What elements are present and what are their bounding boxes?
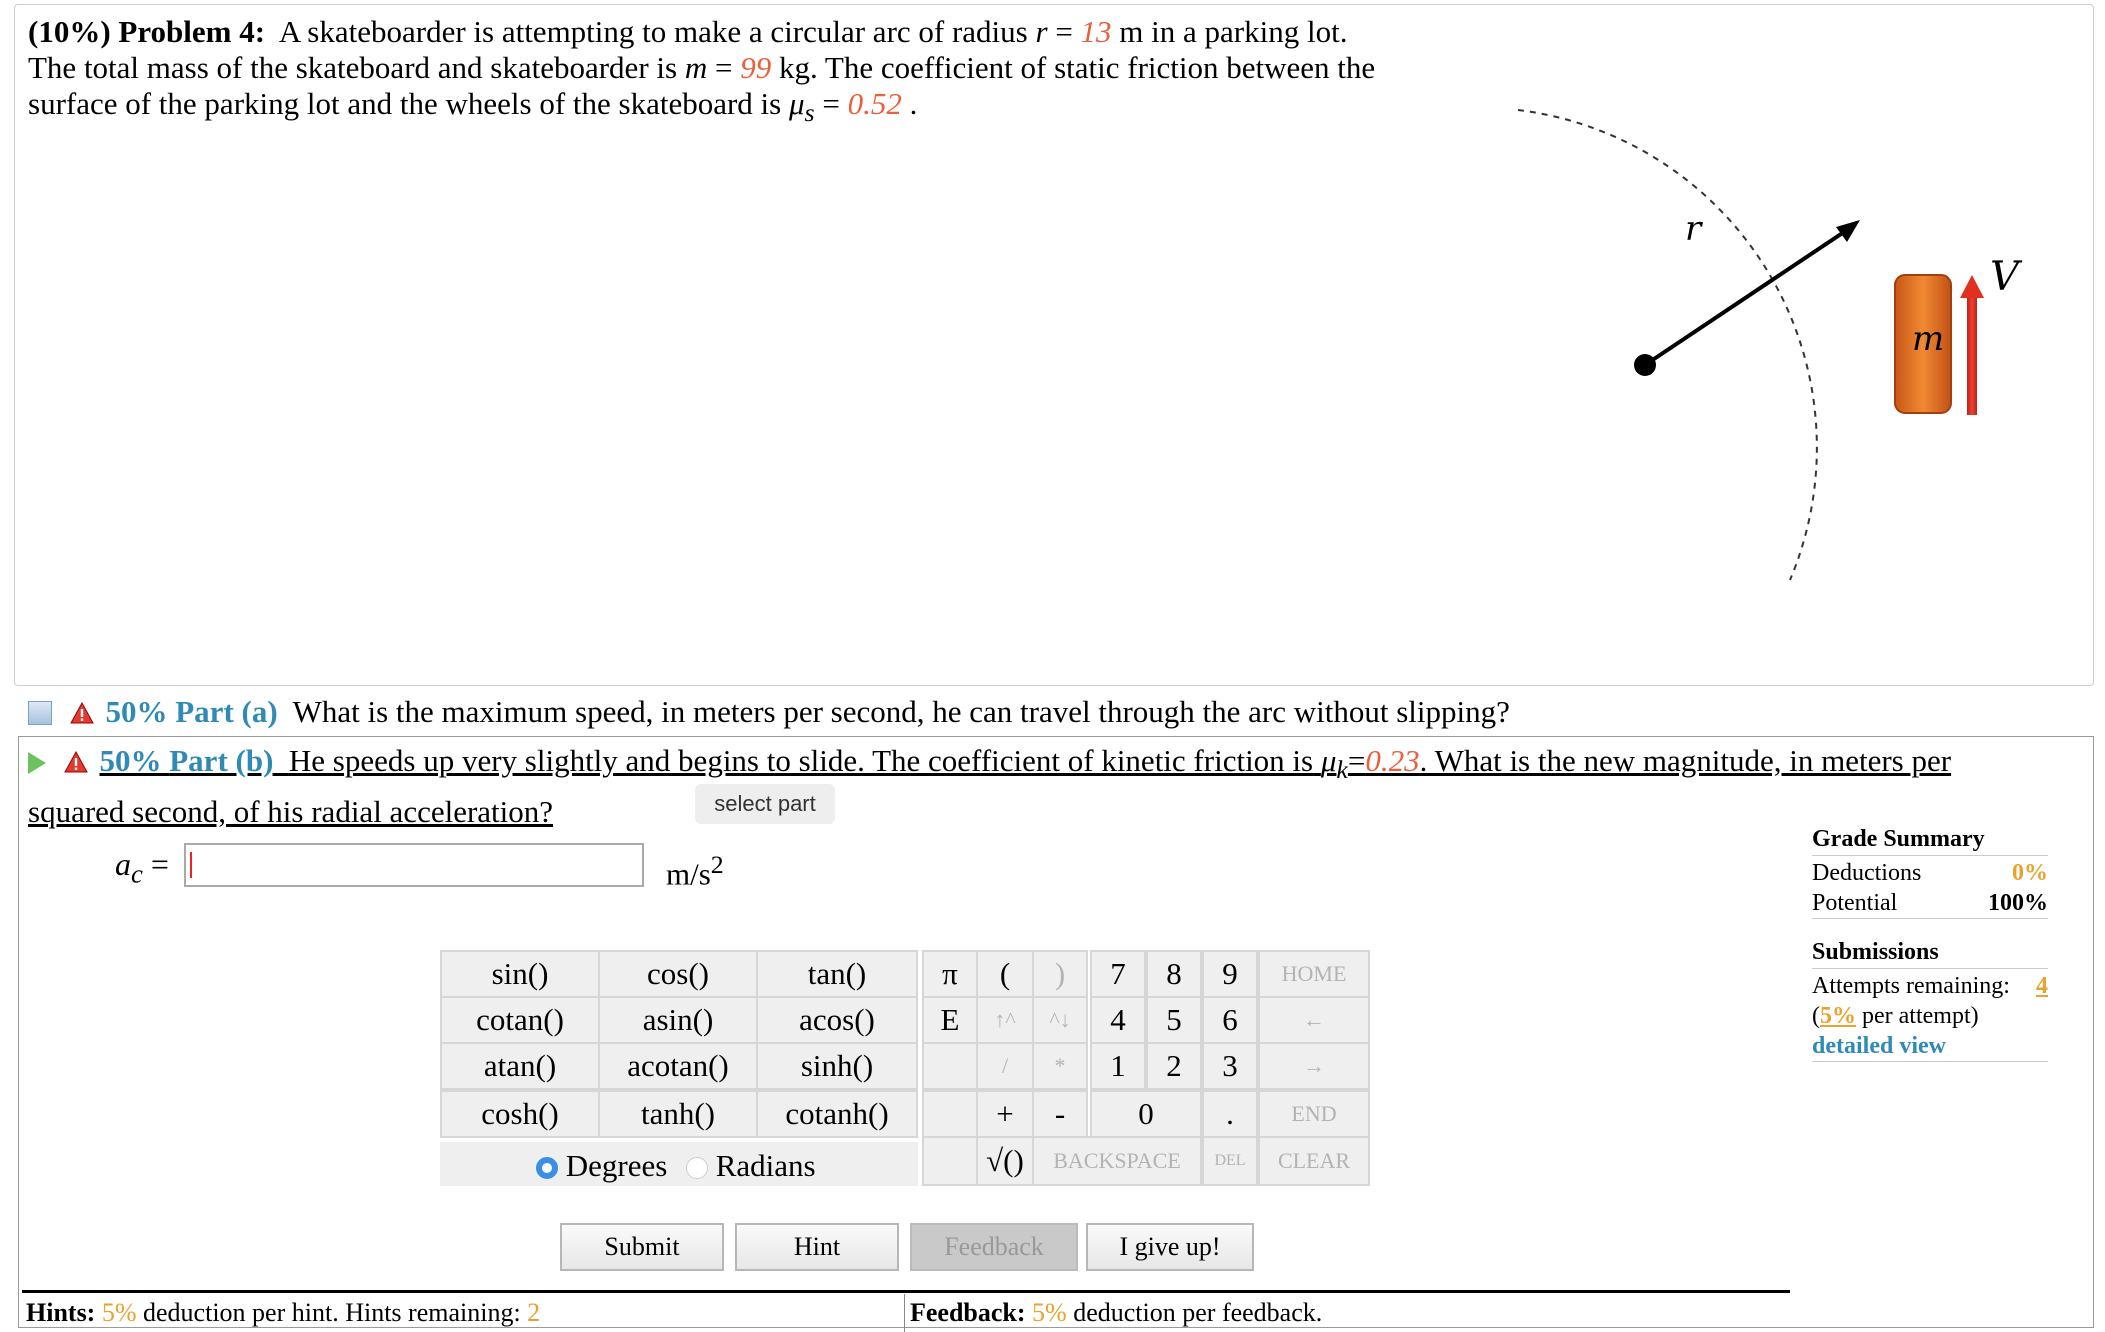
key-backspace[interactable]: BACKSPACE (1032, 1136, 1202, 1186)
mass-symbol: m (684, 50, 708, 85)
part-a-question: What is the maximum speed, in meters per second, he can travel through the arc without slipping? (292, 694, 1510, 729)
expand-arrow-icon[interactable] (28, 752, 46, 774)
key-3[interactable]: 3 (1202, 1042, 1258, 1090)
part-b-question-2: . What is the new magnitude, in meters per (1419, 743, 1952, 778)
key-del[interactable]: DEL (1202, 1136, 1258, 1186)
key-6[interactable]: 6 (1202, 996, 1258, 1044)
part-a-percent: 50% (105, 694, 168, 729)
angle-mode-group (440, 1142, 918, 1186)
hint-button[interactable]: Hint (735, 1223, 899, 1271)
key-up-up[interactable]: ↑^ (976, 996, 1034, 1044)
key-asin[interactable]: asin() (598, 996, 758, 1044)
feedback-button[interactable]: Feedback (910, 1223, 1078, 1271)
arc-path (1518, 110, 1817, 580)
key-5[interactable]: 5 (1146, 996, 1202, 1044)
attempts-row: Attempts remaining: 4 (1812, 973, 2048, 999)
problem-text-2: m in a parking lot. (1119, 14, 1348, 49)
key-4[interactable]: 4 (1090, 996, 1146, 1044)
key-divide[interactable]: / (976, 1042, 1034, 1090)
problem-label: Problem 4: (118, 14, 266, 49)
mu-s-value: 0.52 (847, 86, 902, 121)
mu-k-symbol: $\mu_k$ (1320, 743, 1348, 785)
key-0[interactable]: 0 (1090, 1090, 1202, 1138)
key-tan[interactable]: tan() (756, 950, 918, 998)
degrees-option[interactable]: Degrees (536, 1148, 667, 1184)
bottom-divider (22, 1290, 1790, 1293)
answer-input[interactable] (184, 843, 644, 887)
key-clear[interactable]: CLEAR (1258, 1136, 1370, 1186)
key-empty (922, 1090, 978, 1138)
problem-text-1: A skateboarder is attempting to make a circular arc of radius (278, 14, 1028, 49)
key-1[interactable]: 1 (1090, 1042, 1146, 1090)
submit-button[interactable]: Submit (560, 1223, 724, 1271)
detailed-view-link[interactable]: detailed view (1812, 1031, 2048, 1062)
key-open-paren[interactable]: ( (976, 950, 1034, 998)
key-sin[interactable]: sin() (440, 950, 600, 998)
velocity-arrowhead (1960, 275, 1984, 298)
radius-label: r (1685, 209, 1702, 249)
key-end[interactable]: END (1258, 1090, 1370, 1138)
feedback-status: Feedback: 5% deduction per feedback. (910, 1298, 1323, 1327)
key-8[interactable]: 8 (1146, 950, 1202, 998)
key-tanh[interactable]: tanh() (598, 1090, 758, 1138)
key-pi[interactable]: π (922, 950, 978, 998)
deductions-row: Deductions 0% (1812, 860, 2048, 886)
radius-line (1645, 228, 1850, 365)
key-cotanh[interactable]: cotanh() (756, 1090, 918, 1138)
key-empty (922, 1136, 978, 1186)
hints-status: Hints: 5% deduction per hint. Hints remaining: 2 (26, 1298, 541, 1327)
part-b-question-1: He speeds up very slightly and begins to slide. The coefficient of kinetic friction is (288, 743, 1314, 778)
potential-row: Potential 100% (1812, 888, 2048, 919)
key-dot[interactable]: . (1202, 1090, 1258, 1138)
part-b-row: 50% Part (b) He speeds up very slightly and begins to slide. The coefficient of kinetic friction is $\mu_k=0.23$. What is the new magnitude, in meters per squared second, of his radial acceleration? (28, 743, 1952, 830)
answer-unit: $m/s^2$ (666, 850, 724, 892)
velocity-label: V (1990, 254, 2019, 300)
submissions-title: Submissions (1812, 939, 2048, 969)
problem-text-5: surface of the parking lot and the wheels of the skateboard is (28, 86, 782, 121)
key-acos[interactable]: acos() (756, 996, 918, 1044)
key-minus[interactable]: - (1032, 1090, 1088, 1138)
key-cos[interactable]: cos() (598, 950, 758, 998)
radians-radio[interactable] (686, 1157, 708, 1179)
key-close-paren[interactable]: ) (1032, 950, 1088, 998)
key-9[interactable]: 9 (1202, 950, 1258, 998)
problem-statement: (10%) Problem 4: A skateboarder is attempting to make a circular arc of radius r = 13 m in a parking lot. The total mass of the skateboard and skateboarder is m = 99 kg. The coefficient of static friction between the surface of the parking lot and the wheels of the skateboard is $\mu_s = 0.52$ . (28, 14, 1376, 128)
warning-icon (64, 751, 88, 773)
key-right-arrow[interactable]: → (1258, 1042, 1370, 1090)
mass-value: 99 (740, 50, 772, 85)
key-cosh[interactable]: cosh() (440, 1090, 600, 1138)
mu-k-value: 0.23 (1365, 743, 1420, 778)
key-sinh[interactable]: sinh() (756, 1042, 918, 1090)
key-atan[interactable]: atan() (440, 1042, 600, 1090)
grade-summary-title: Grade Summary (1812, 826, 2048, 856)
key-cotan[interactable]: cotan() (440, 996, 600, 1044)
give-up-button[interactable]: I give up! (1086, 1223, 1254, 1271)
key-home[interactable]: HOME (1258, 950, 1370, 998)
key-up-down[interactable]: ^↓ (1032, 996, 1088, 1044)
problem-weight: (10%) (28, 14, 111, 49)
text-cursor (190, 852, 192, 878)
part-b-label[interactable]: Part (b) (169, 743, 274, 778)
key-7[interactable]: 7 (1090, 950, 1146, 998)
part-b-percent: 50% (99, 743, 162, 778)
problem-text-4: kg. The coefficient of static friction between the (778, 50, 1376, 85)
radius-arrowhead (1836, 220, 1860, 242)
radians-option[interactable]: Radians (686, 1148, 816, 1184)
per-attempt-row: (5% per attempt) (1812, 1003, 1979, 1029)
status-divider (904, 1294, 905, 1332)
degrees-radio[interactable] (536, 1157, 558, 1179)
radius-value: 13 (1080, 14, 1112, 49)
answer-variable-label: $a_c$ = (115, 846, 169, 889)
part-a-label[interactable]: Part (a) (175, 694, 278, 729)
key-multiply[interactable]: * (1032, 1042, 1088, 1090)
key-left-arrow[interactable]: ← (1258, 996, 1370, 1044)
velocity-arrow-shaft (1967, 295, 1977, 415)
warning-icon (70, 702, 94, 724)
radius-symbol: r (1035, 14, 1048, 49)
problem-text-3: The total mass of the skateboard and skateboarder is (28, 50, 678, 85)
key-2[interactable]: 2 (1146, 1042, 1202, 1090)
part-a-row[interactable] (28, 692, 2078, 732)
mass-label: m (1912, 319, 1945, 359)
part-b-question-3: squared second, of his radial acceleration? (28, 794, 554, 830)
mu-s-symbol: $\mu_s$ (788, 86, 815, 128)
select-part-tooltip: select part (695, 784, 835, 824)
key-plus[interactable]: + (976, 1090, 1034, 1138)
center-point (1634, 354, 1656, 376)
key-sqrt[interactable]: √() (976, 1136, 1034, 1186)
key-acotan[interactable]: acotan() (598, 1042, 758, 1090)
collapse-icon[interactable] (28, 701, 52, 725)
skateboard-arc-diagram (1500, 90, 2060, 610)
key-e[interactable]: E (922, 996, 978, 1044)
key-empty (922, 1042, 978, 1090)
grade-summary (1812, 826, 2048, 1062)
